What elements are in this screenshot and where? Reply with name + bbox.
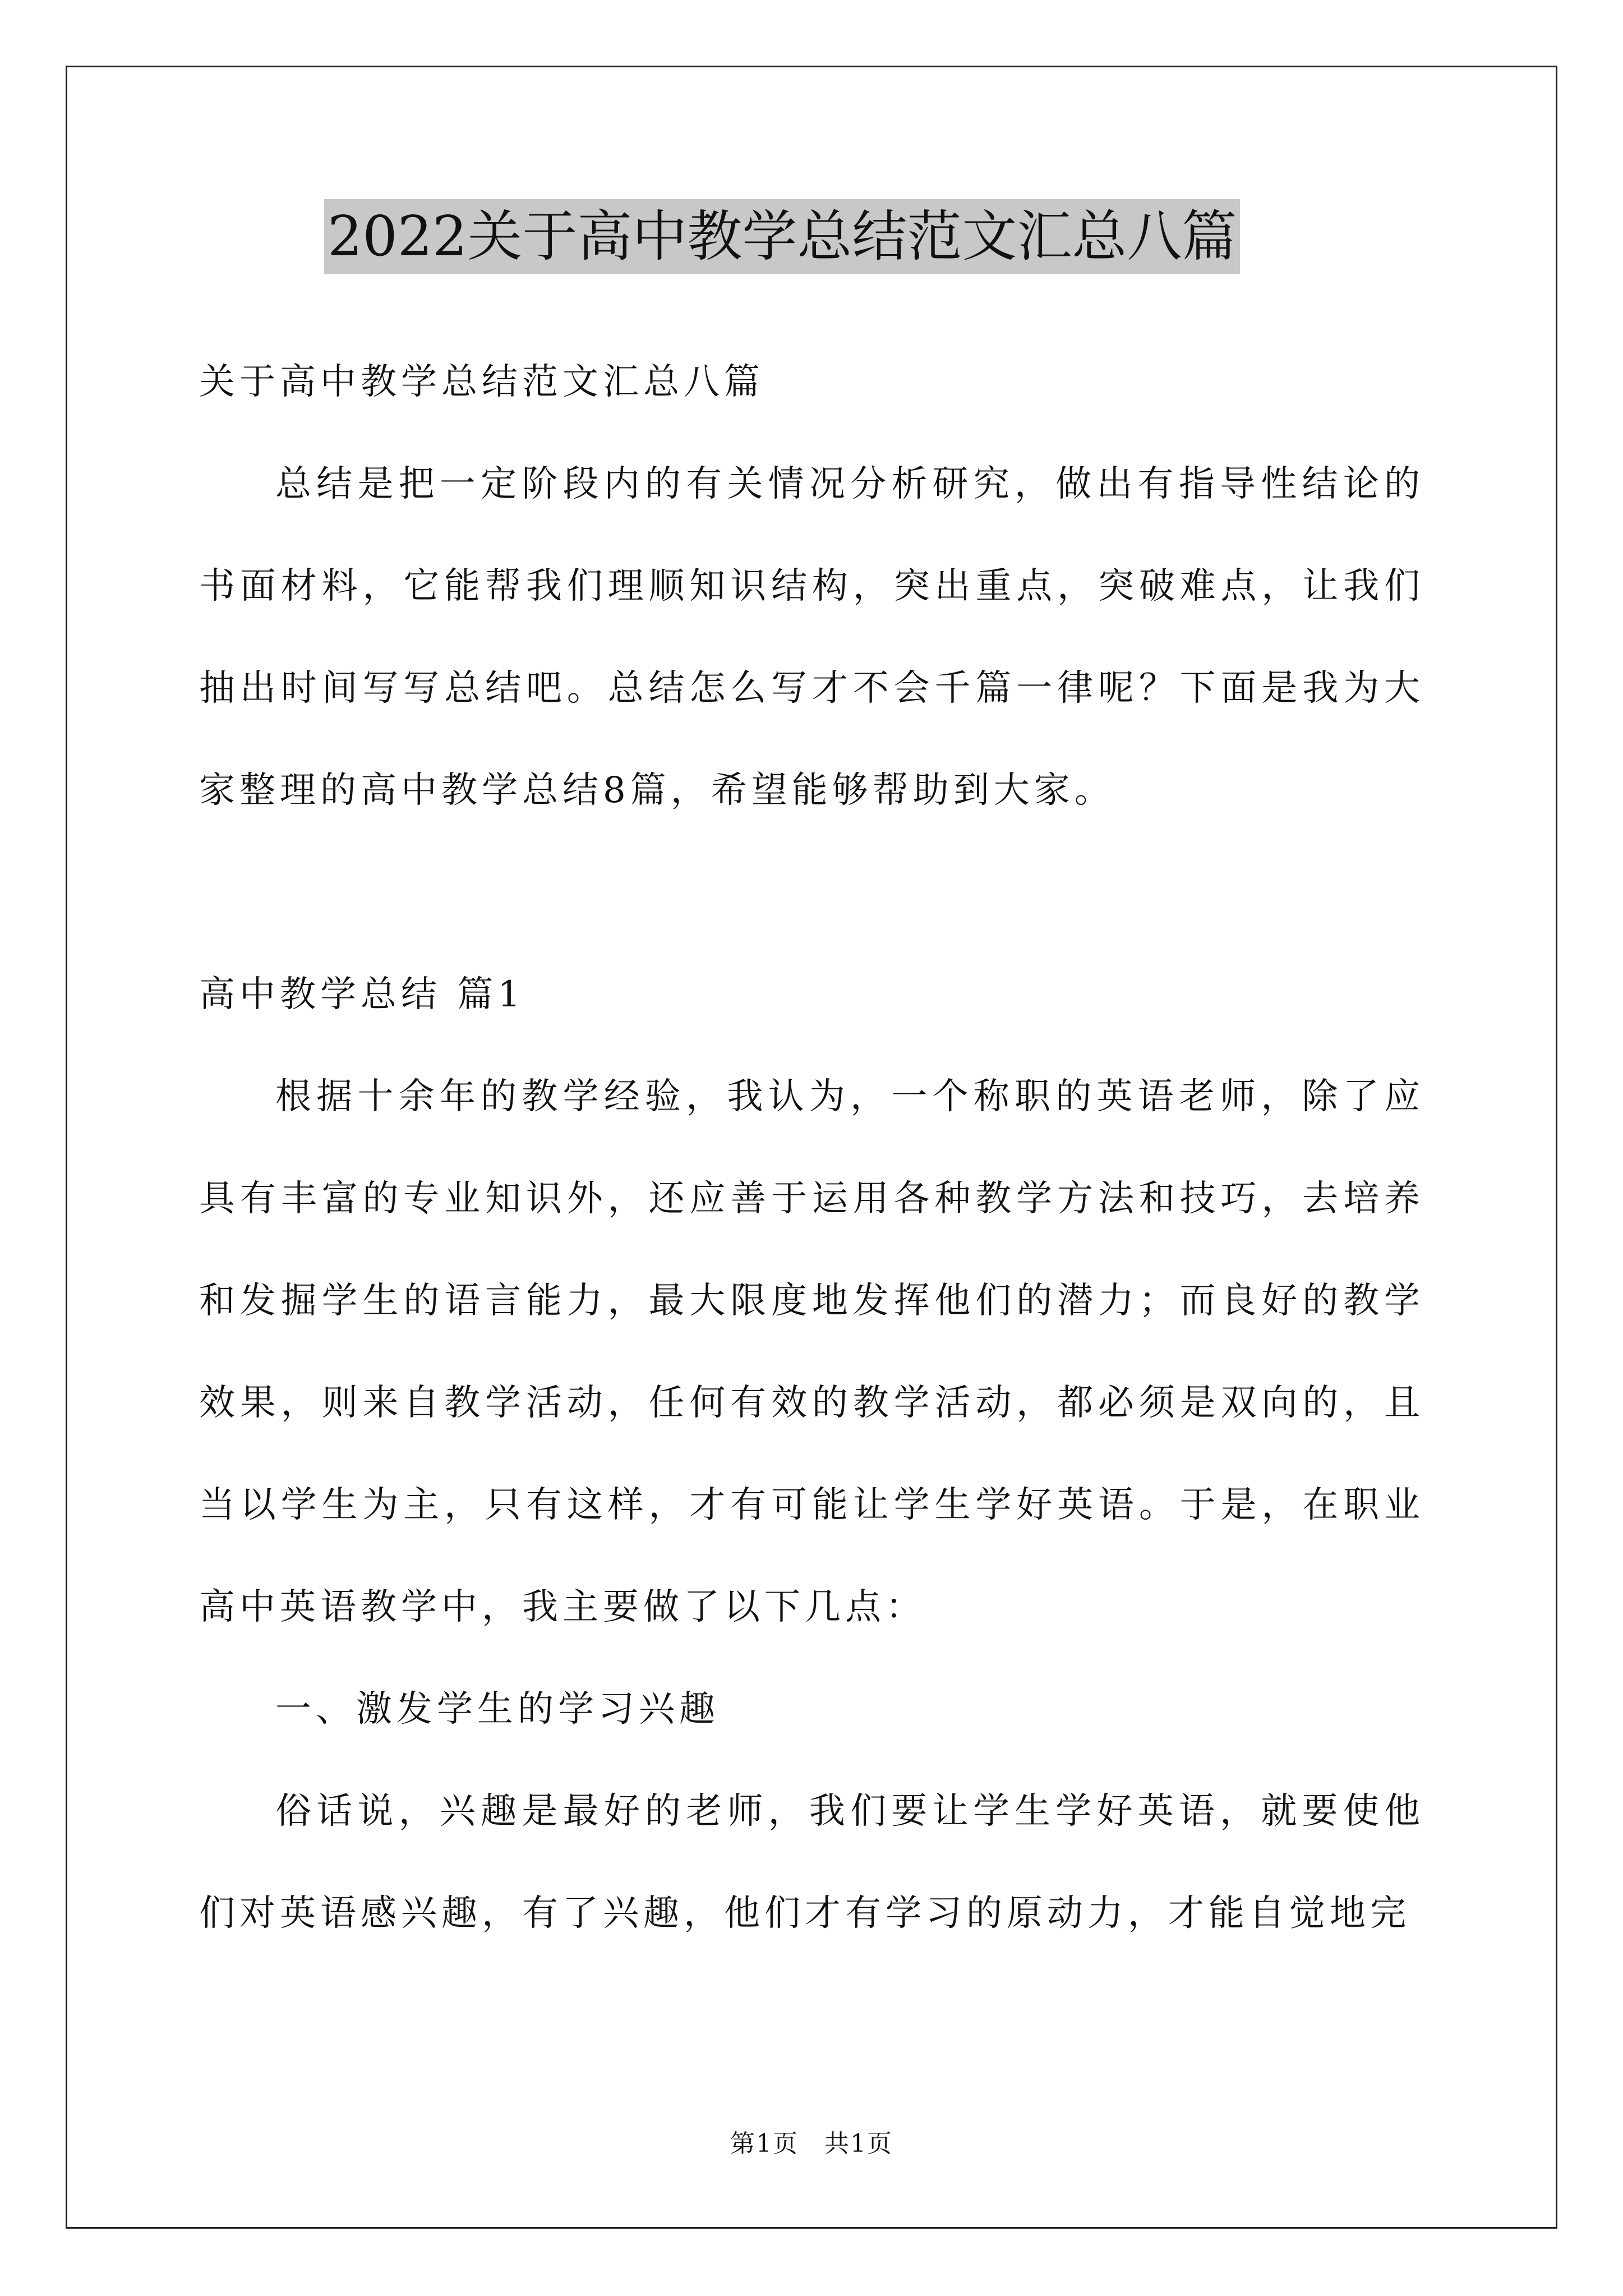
section-paragraph: 根据十余年的教学经验，我认为，一个称职的英语老师，除了应具有丰富的专业知识外，还应善于运用各种教学方法和技巧，去培养和发掘学生的语言能力，最大限度地发挥他们的潜力；而良好的教学效果，则来自教学活动，任何有效的教学活动，都必须是双向的，且当以学生为主，只有这样，才有可能让学生学好英语。于是，在职业高中英语教学中，我主要做了以下几点： bbox=[199, 1076, 1424, 1628]
document-body bbox=[199, 331, 1424, 1964]
point-heading: 一、激发学生的学习兴趣 bbox=[275, 1688, 720, 1730]
page-footer: 第1页 共1页 bbox=[730, 2129, 893, 2158]
document-subtitle: 关于高中教学总结范文汇总八篇 bbox=[199, 361, 764, 403]
section-heading: 高中教学总结 篇1 bbox=[199, 974, 525, 1015]
intro-paragraph: 总结是把一定阶段内的有关情况分析研究，做出有指导性结论的书面材料，它能帮我们理顺知识结构，突出重点，突破难点，让我们抽出时间写写总结吧。总结怎么写才不会千篇一律呢？下面是我为大家整理的高中教学总结8篇，希望能够帮助到大家。 bbox=[199, 463, 1424, 811]
point-paragraph: 俗话说，兴趣是最好的老师，我们要让学生学好英语，就要使他们对英语感兴趣，有了兴趣，他们才有学习的原动力，才能自觉地完 bbox=[199, 1791, 1424, 1934]
document-title: 2022关于高中教学总结范文汇总八篇 bbox=[324, 199, 1240, 274]
